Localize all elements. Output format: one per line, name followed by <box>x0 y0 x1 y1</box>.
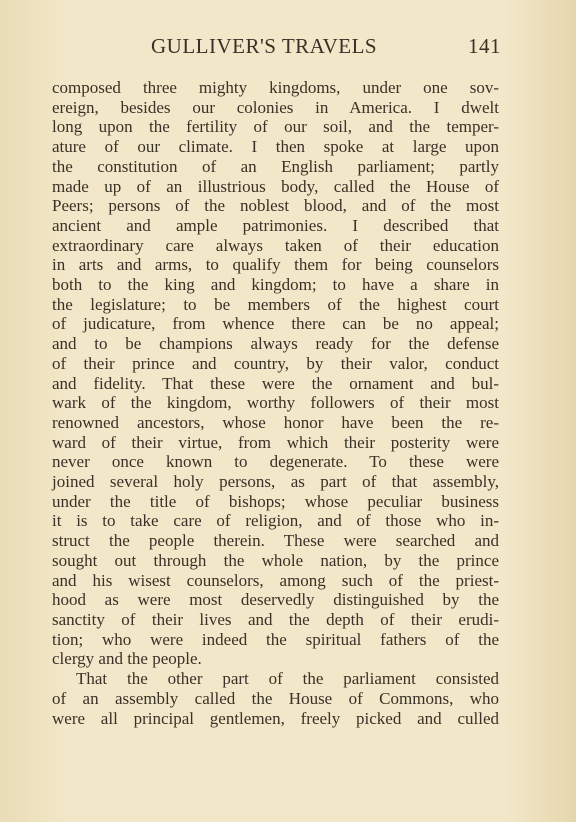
body-text <box>52 78 499 728</box>
text-line: were all principal gentlemen, freely picked and culled <box>52 708 499 728</box>
paragraph-end-line: clergy and the people. <box>52 649 202 669</box>
text-line: wark of the kingdom, worthy followers of their most <box>52 393 499 413</box>
text-line: both to the king and kingdom; to have a share in <box>52 275 499 295</box>
text-line: ature of our climate. I then spoke at large upon <box>52 137 499 157</box>
text-line: never once known to degenerate. To these were <box>52 452 499 472</box>
text-line: the legislature; to be members of the highest court <box>52 294 499 314</box>
text-line: ancient and ample patrimonies. I described that <box>52 215 499 235</box>
text-line: hood as were most deservedly distinguished by the <box>52 590 499 610</box>
text-line: under the title of bishops; whose peculiar business <box>52 491 499 511</box>
text-line: sought out through the whole nation, by the prince <box>52 550 499 570</box>
page-number: 141 <box>468 34 501 58</box>
text-line: composed three mighty kingdoms, under one sov- <box>52 78 499 97</box>
text-line: of their prince and country, by their valor, conduct <box>52 353 499 373</box>
text-line: renowned ancestors, whose honor have been the re- <box>52 412 499 432</box>
paragraph-start-line: That the other part of the parliament consisted <box>76 669 499 689</box>
running-title: GULLIVER'S TRAVELS <box>151 34 378 58</box>
text-line: extraordinary care always taken of their education <box>52 235 499 255</box>
text-line: sanctity of their lives and the depth of their erudi- <box>52 609 499 629</box>
text-line: the constitution of an English parliament; partly <box>52 156 499 176</box>
text-line: ereign, besides our colonies in America. I dwelt <box>52 97 499 117</box>
text-line: it is to take care of religion, and of those who in- <box>52 511 499 531</box>
text-line: struct the people therein. These were searched and <box>52 531 499 551</box>
text-line: of judicature, from whence there can be no appeal; <box>52 314 499 334</box>
text-line: and fidelity. That these were the ornament and bul- <box>52 373 499 393</box>
running-header <box>151 34 501 64</box>
text-line: joined several holy persons, as part of that assembly, <box>52 472 499 492</box>
text-line: long upon the fertility of our soil, and the temper- <box>52 117 499 137</box>
text-line: Peers; persons of the noblest blood, and of the most <box>52 196 499 216</box>
text-line: and his wisest counselors, among such of the priest- <box>52 570 499 590</box>
text-line: in arts and arms, to qualify them for being counselors <box>52 255 499 275</box>
text-line: of an assembly called the House of Commons, who <box>52 688 499 708</box>
text-line: tion; who were indeed the spiritual fathers of the <box>52 629 499 649</box>
text-line: made up of an illustrious body, called the House of <box>52 176 499 196</box>
text-line: ward of their virtue, from which their posterity were <box>52 432 499 452</box>
text-line: and to be champions always ready for the defense <box>52 334 499 354</box>
